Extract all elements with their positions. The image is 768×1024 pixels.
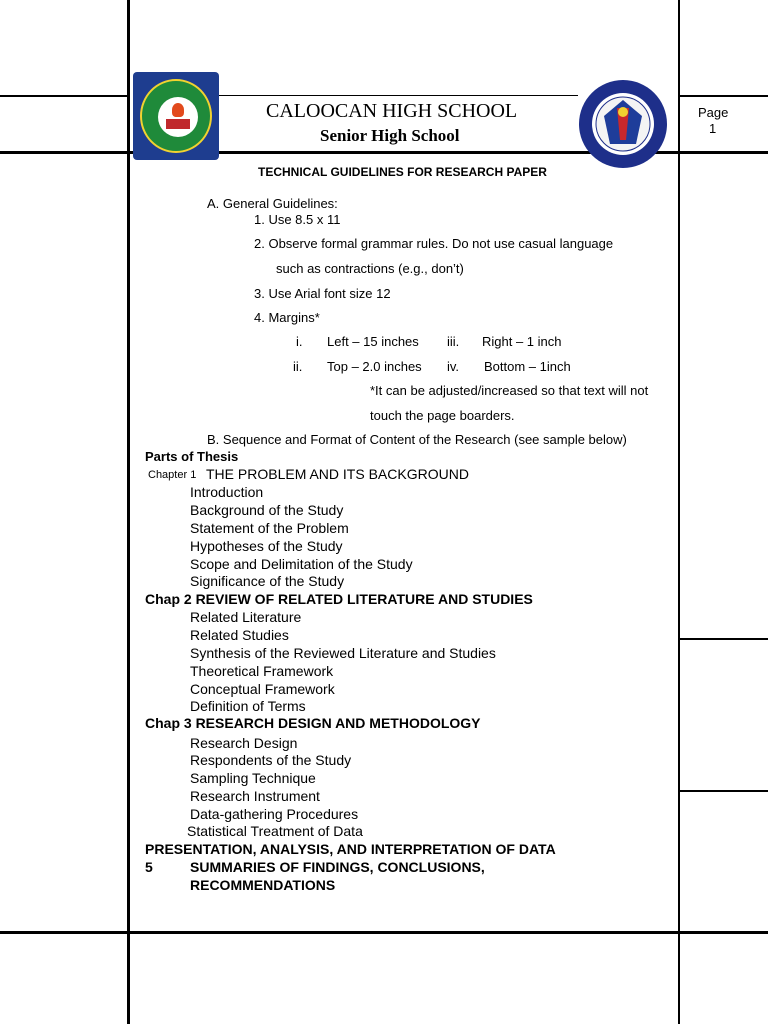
- chapter-item: Theoretical Framework: [190, 663, 334, 679]
- chapter5-title-cont: RECOMMENDATIONS: [190, 877, 336, 893]
- chapter-item: Sampling Technique: [190, 770, 316, 786]
- margin-right: Right – 1 inch: [482, 334, 562, 349]
- deped-seal: [576, 78, 670, 170]
- chapter5-title: SUMMARIES OF FINDINGS, CONCLUSIONS,: [190, 859, 485, 875]
- chapter-item: Significance of the Study: [190, 573, 345, 589]
- chapter2-title: Chap 2 REVIEW OF RELATED LITERATURE AND STUDIES: [145, 591, 533, 607]
- chapter-item: Definition of Terms: [190, 698, 306, 714]
- margin-left: Left – 15 inches: [327, 334, 419, 349]
- document-title: TECHNICAL GUIDELINES FOR RESEARCH PAPER: [258, 165, 547, 179]
- margin-top: Top – 2.0 inches: [327, 359, 422, 374]
- margin-bottom: Bottom – 1inch: [484, 359, 571, 374]
- sequence-heading: B. Sequence and Format of Content of the Research (see sample below): [207, 432, 627, 447]
- general-heading: A. General Guidelines:: [207, 196, 338, 211]
- chapter-item: Synthesis of the Reviewed Literature and Studies: [190, 645, 496, 661]
- chapter-item: Data-gathering Procedures: [190, 806, 359, 822]
- chapter-item: Statement of the Problem: [190, 520, 349, 536]
- chapter-item: Research Design: [190, 735, 298, 751]
- page-number: 1: [709, 121, 717, 136]
- chapter-item: Hypotheses of the Study: [190, 538, 343, 554]
- margin-num: iii.: [447, 334, 460, 349]
- header-top-rule-right: [678, 95, 768, 97]
- parts-heading: Parts of Thesis: [145, 449, 239, 464]
- margin-num: i.: [296, 334, 303, 349]
- chapter3-title: Chap 3 RESEARCH DESIGN AND METHODOLOGY: [145, 715, 481, 731]
- chapter-item: Background of the Study: [190, 502, 344, 518]
- chapter-item: Conceptual Framework: [190, 681, 335, 697]
- school-subtitle: Senior High School: [320, 126, 460, 145]
- chapter1-title: THE PROBLEM AND ITS BACKGROUND: [206, 466, 469, 482]
- school-name: CALOOCAN HIGH SCHOOL: [266, 100, 518, 122]
- chapter-item: Related Studies: [190, 627, 289, 643]
- guideline-item: 2. Observe formal grammar rules. Do not use casual language: [254, 236, 614, 251]
- guideline-item: 3. Use Arial font size 12: [254, 286, 391, 301]
- chapter-item: Research Instrument: [190, 788, 320, 804]
- chapter-item: Related Literature: [190, 609, 302, 625]
- page-label: Page: [698, 105, 729, 120]
- right-column-rule-1: [678, 638, 768, 640]
- chapter-item: Scope and Delimitation of the Study: [190, 556, 413, 572]
- school-logo: [133, 72, 219, 160]
- guideline-item: such as contractions (e.g., don’t): [276, 261, 464, 276]
- footer-rule: [0, 931, 768, 934]
- margin-num: ii.: [293, 359, 303, 374]
- chapter5-number: 5: [145, 859, 153, 875]
- chapter4-title: PRESENTATION, ANALYSIS, AND INTERPRETATION OF DATA: [145, 841, 556, 857]
- chapter-item: Introduction: [190, 484, 264, 500]
- margin-note: *It can be adjusted/increased so that text will not: [370, 383, 649, 398]
- right-column-rule-2: [678, 790, 768, 792]
- chapter-item: Respondents of the Study: [190, 752, 352, 768]
- header-inner-top-rule: [218, 95, 578, 96]
- chapter-item: Statistical Treatment of Data: [187, 823, 363, 839]
- header-top-rule-left: [0, 95, 128, 97]
- margin-num: iv.: [447, 359, 460, 374]
- guideline-item: 4. Margins*: [254, 310, 320, 325]
- chapter1-prefix: Chapter 1: [148, 469, 197, 481]
- guideline-item: 1. Use 8.5 x 11: [254, 212, 341, 227]
- margin-note: touch the page boarders.: [370, 408, 515, 423]
